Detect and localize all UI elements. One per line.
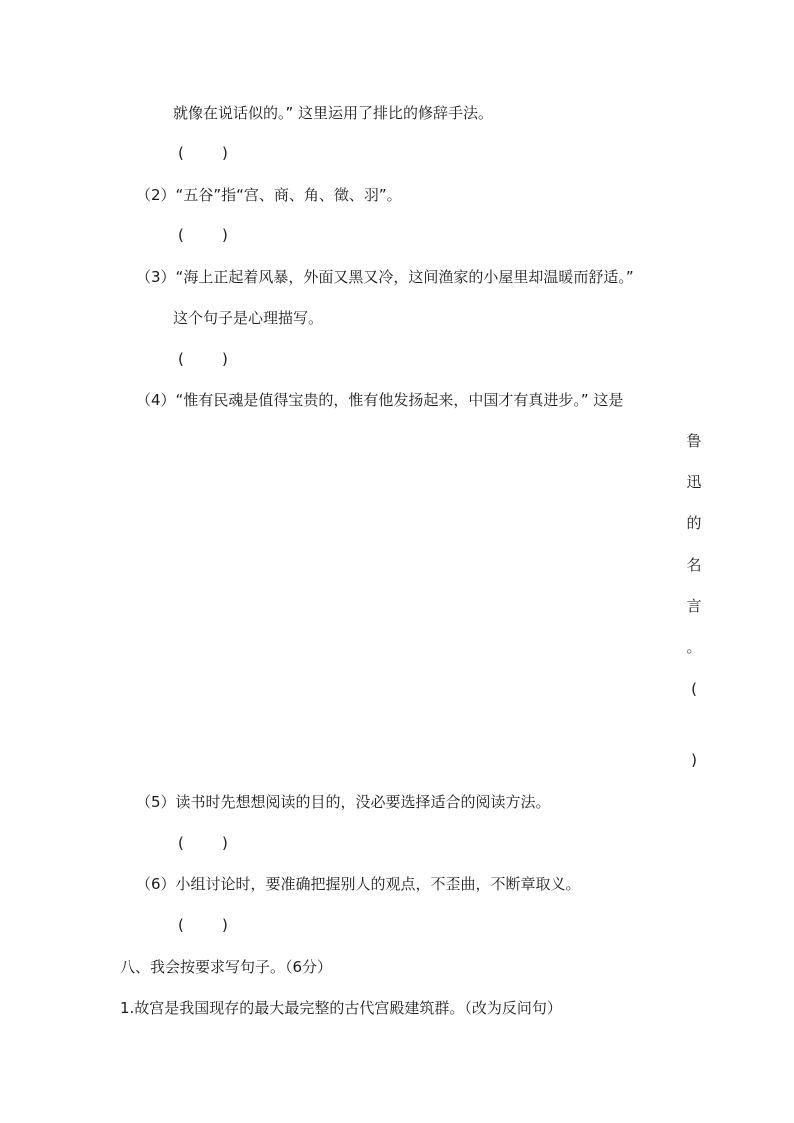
section-8-question-1: 1.故宫是我国现存的最大最完整的古代宫殿建筑群。（改为反问句） (120, 999, 562, 1017)
question-5: （5）读书时先想想阅读的目的，没必要选择适合的阅读方法。 (136, 793, 551, 811)
vertical-char: 名 (686, 556, 702, 574)
question-2: （2）“五谷”指“宫、商、角、徵、羽”。 (136, 186, 402, 204)
vertical-char: 鲁 (686, 432, 702, 450)
section-8-title: 八、我会按要求写句子。（6分） (120, 958, 333, 976)
answer-blank-5[interactable]: ( ) (178, 834, 228, 852)
vertical-char: 言 (686, 597, 702, 615)
answer-blank-3[interactable]: ( ) (178, 350, 228, 368)
vertical-char: 迅 (686, 473, 702, 491)
answer-blank-4-open[interactable]: ( (691, 680, 697, 698)
vertical-char: 的 (686, 514, 702, 532)
question-1-continuation: 就像在说话似的。” 这里运用了排比的修辞手法。 (173, 104, 494, 122)
answer-blank-1[interactable]: ( ) (178, 144, 228, 162)
question-3-line-1: （3）“海上正起着风暴，外面又黑又冷，这间渔家的小屋里却温暖而舒适。” (136, 268, 634, 286)
question-3-line-2: 这个句子是心理描写。 (173, 309, 324, 327)
answer-blank-2[interactable]: ( ) (178, 226, 228, 244)
question-4-line-1: （4）“惟有民魂是值得宝贵的，惟有他发扬起来，中国才有真进步。” 这是 (136, 391, 624, 409)
answer-blank-4-close[interactable]: ) (691, 751, 697, 769)
answer-blank-6[interactable]: ( ) (178, 916, 228, 934)
question-6: （6）小组讨论时，要准确把握别人的观点，不歪曲，不断章取义。 (136, 875, 581, 893)
vertical-char: 。 (686, 638, 702, 656)
